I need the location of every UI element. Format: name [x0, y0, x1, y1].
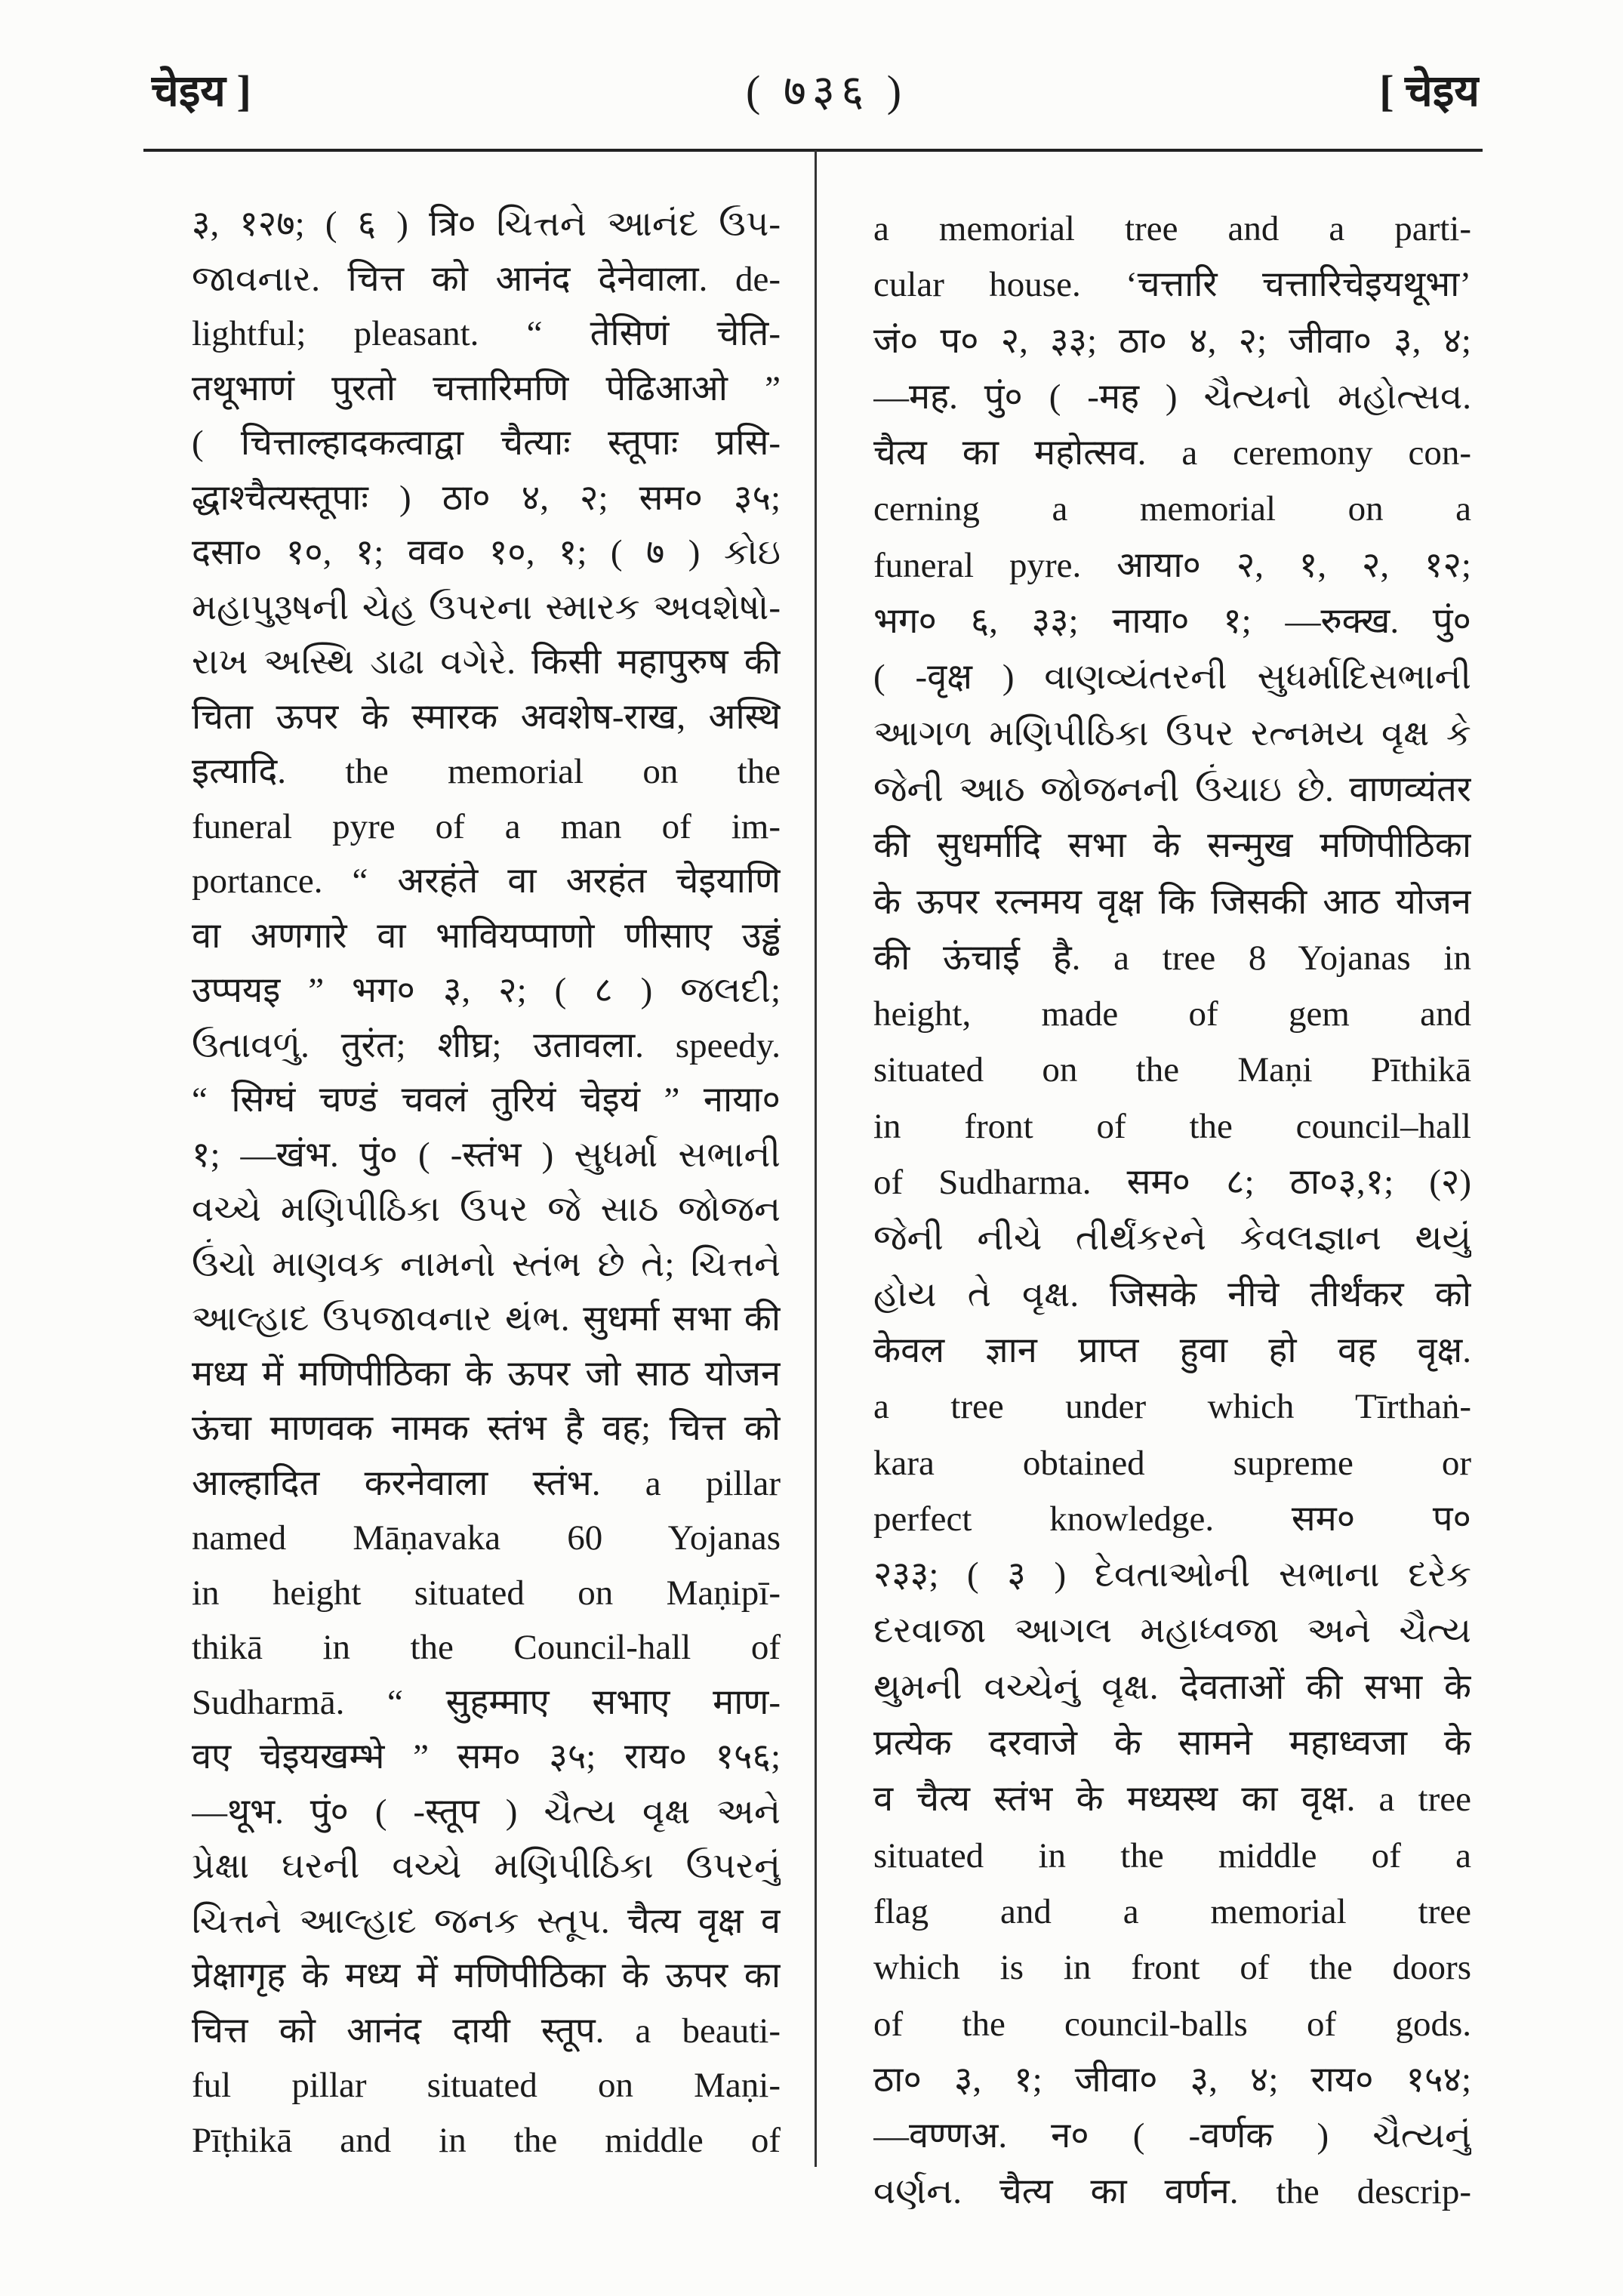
left-column-line: ful pillar situated on Maṇi- [192, 2066, 781, 2105]
running-head-left: चेइय ] [151, 66, 251, 116]
left-column-line: ३, १२७; ( ६ ) त्रि० ચિત્તને આનંદ ઉપ- [192, 205, 781, 244]
right-column-line: હોય તે વૃક્ષ. जिसके नीचे तीर्थंकर को [873, 1274, 1471, 1314]
right-column-line: height, made of gem and [873, 994, 1471, 1034]
left-column-line: वा अणगारे वा भावियप्पाणो णीसाए उड्ढं [192, 916, 781, 956]
right-column-line: of Sudharma. सम० ८; ठा०३,१; (२) [873, 1163, 1471, 1203]
left-column-line: રાખ અસ્થિ ડાઢા વગેરે. किसी महापुरुष की [192, 643, 781, 682]
right-column-line: व चैत्य स्तंभ के मध्यस्थ का वृक्ष. a tree [873, 1780, 1471, 1820]
left-column-line: thikā in the Council-hall of [192, 1628, 781, 1667]
left-column-line: in height situated on Maṇipī- [192, 1573, 781, 1613]
left-column-line: चिता ऊपर के स्मारक अवशेष-राख, अस्थि [192, 697, 781, 737]
left-column-line: ચિત્તને આલ્હાદ જનક સ્તૂપ. चैत्य वृक्ष व [192, 1901, 781, 1941]
left-column-line: Sudharmā. “ सुहम्माए सभाए माण- [192, 1682, 781, 1722]
right-column-line: થુમની વચ્ચેનું વૃક્ષ. देवताओं की सभा के [873, 1667, 1471, 1707]
running-head-right: [ चेइय [1379, 66, 1480, 116]
right-column-line: cerning a memorial on a [873, 489, 1471, 529]
left-column-line: —थूभ. पुं० ( -स्तूप ) ચૈત્ય વૃક્ષ અને [192, 1792, 781, 1832]
left-column-line: વચ્ચે મણિપીઠિકા ઉપર જે સાઠ જોજન [192, 1190, 781, 1229]
right-column-line: —मह. पुं० ( -मह ) ચૈત્યનો મહોત્સવ. [873, 377, 1471, 417]
left-column-line: portance. “ अरहंते वा अरहंत चेइयाणि [192, 861, 781, 901]
right-column-line: a tree under which Tīrthaṅ- [873, 1387, 1471, 1427]
right-column-line: આગળ મણિપીઠિકા ઉપર રત્નમય વૃક્ષ કે [873, 713, 1471, 754]
right-column-line: વર્ણન. चैत्य का वर्णन. the descrip- [873, 2172, 1471, 2212]
right-column-line: which is in front of the doors [873, 1948, 1471, 1988]
right-column-line: flag and a memorial tree [873, 1891, 1471, 1931]
left-column-line: ( चित्ताल्हादकत्वाद्वा चैत्याः स्तूपाः प्रसि- [192, 424, 781, 463]
right-column-line: —वण्णअ. न० ( -वर्णक ) ચૈત્યનું [873, 2116, 1471, 2156]
left-column-line: lightful; pleasant. “ तेसिणं चेति- [192, 314, 781, 353]
left-column-line: funeral pyre of a man of im- [192, 806, 781, 846]
left-column-line: “ सिग्घं चण्डं चवलं तुरियं चेइयं ” नाया० [192, 1080, 781, 1120]
left-column-line: दसा० १०, १; वव० १०, १; ( ७ ) કોઇ [192, 533, 781, 572]
left-column-line: तथूभाणं पुरतो चत्तारिमणि पेढिआओ ” [192, 368, 781, 408]
right-column-line: केवल ज्ञान प्राप्त हुवा हो वह वृक्ष. [873, 1330, 1471, 1370]
left-column-line: મહાપુરૂષની ચેહ ઉપરના સ્મારક અવશેષો- [192, 587, 781, 627]
right-column-line: प्रत्येक दरवाजे के सामने महाध्वजा के [873, 1724, 1471, 1764]
right-column-line: in front of the council–hall [873, 1106, 1471, 1146]
left-column-line: वए चेइयखम्भे ” सम० ३५; राय० १५६; [192, 1737, 781, 1777]
right-column-line: के ऊपर रत्नमय वृक्ष कि जिसकी आठ योजन [873, 882, 1471, 922]
left-column-line: चित्त को आनंद दायी स्तूप. a beauti- [192, 2011, 781, 2051]
left-column-line: ઉતાવળું. तुरंत; शीघ्र; उतावला. speedy. [192, 1025, 781, 1065]
right-column-line: ठा० ३, १; जीवा० ३, ४; राय० १५४; [873, 2060, 1471, 2100]
right-column [873, 201, 1471, 2220]
left-column [192, 197, 781, 2168]
right-column-line: kara obtained supreme or [873, 1443, 1471, 1483]
left-column-line: ઉંચો માણવક નામનો સ્તંભ છે તે; ચિત્તને [192, 1244, 781, 1284]
page-number: ( ७३६ ) [745, 66, 908, 116]
column-divider [815, 150, 817, 2167]
left-column-line: ऊंचा माणवक नामक स्तंभ है वह; चित्त को [192, 1409, 781, 1448]
left-column-line: उप्पयइ ” भग० ३, २; ( ८ ) જલદી; [192, 971, 781, 1010]
left-column-line: प्रेक्षागृह के मध्य में मणिपीठिका के ऊपर का [192, 1956, 781, 1996]
left-column-line: द्धाश्चैत्यस्तूपाः ) ठा० ४, २; सम० ३५; [192, 478, 781, 518]
right-column-line: चैत्य का महोत्सव. a ceremony con- [873, 433, 1471, 473]
left-column-line: આલ્હાદ ઉપજાવનાર થંભ. सुधर्मा सभा की [192, 1299, 781, 1339]
right-column-line: भग० ६, ३३; नाया० १; —रुक्ख. पुं० [873, 602, 1471, 642]
right-column-line: की सुधर्मादि सभा के सन्मुख मणिपीठिका [873, 826, 1471, 866]
header-rule [143, 149, 1483, 152]
right-column-line: of the council-balls of gods. [873, 2004, 1471, 2044]
right-column-line: દરવાજા આગલ મહાધ્વજા અને ચૈત્ય [873, 1611, 1471, 1651]
left-column-line: मध्य में मणिपीठिका के ऊपर जो साठ योजन [192, 1354, 781, 1394]
right-column-line: જેની નીચે તીર્થંકરને કેવલજ્ઞાન થયું [873, 1219, 1471, 1259]
right-column-line: cular house. ‘चत्तारि चत्तारिचेइयथूभा’ [873, 265, 1471, 305]
right-column-line: २३३; ( ३ ) દેવતાઓની સભાના દરેક [873, 1555, 1471, 1595]
right-column-line: a memorial tree and a parti- [873, 209, 1471, 248]
left-column-line: आल्हादित करनेवाला स्तंभ. a pillar [192, 1463, 781, 1503]
right-column-line: situated in the middle of a [873, 1835, 1471, 1875]
left-column-line: જાવનાર. चित्त को आनंद देनेवाला. de- [192, 259, 781, 299]
right-column-line: ( -वृक्ष ) વાણવ્યંતરની સુધર્માદિસભાની [873, 658, 1471, 698]
right-column-line: जं० प० २, ३३; ठा० ४, २; जीवा० ३, ४; [873, 321, 1471, 361]
left-column-line: Pīṭhikā and in the middle of [192, 2120, 781, 2160]
right-column-line: જેની આઠ જોજનની ઉંચાઇ છે. वाणव्यंतर [873, 769, 1471, 809]
right-column-line: situated on the Maṇi Pīthikā [873, 1050, 1471, 1090]
right-column-line: की ऊंचाई है. a tree 8 Yojanas in [873, 938, 1471, 978]
right-column-line: funeral pyre. आया० २, १, २, १२; [873, 545, 1471, 585]
left-column-line: इत्यादि. the memorial on the [192, 752, 781, 791]
left-column-line: १; —खंभ. पुं० ( -स्तंभ ) સુધર્મા સભાની [192, 1135, 781, 1175]
right-column-line: perfect knowledge. सम० प० [873, 1499, 1471, 1539]
left-column-line: named Māṇavaka 60 Yojanas [192, 1518, 781, 1558]
left-column-line: પ્રેક્ષા ઘરની વચ્ચે મણિપીઠિકા ઉપરનું [192, 1847, 781, 1886]
